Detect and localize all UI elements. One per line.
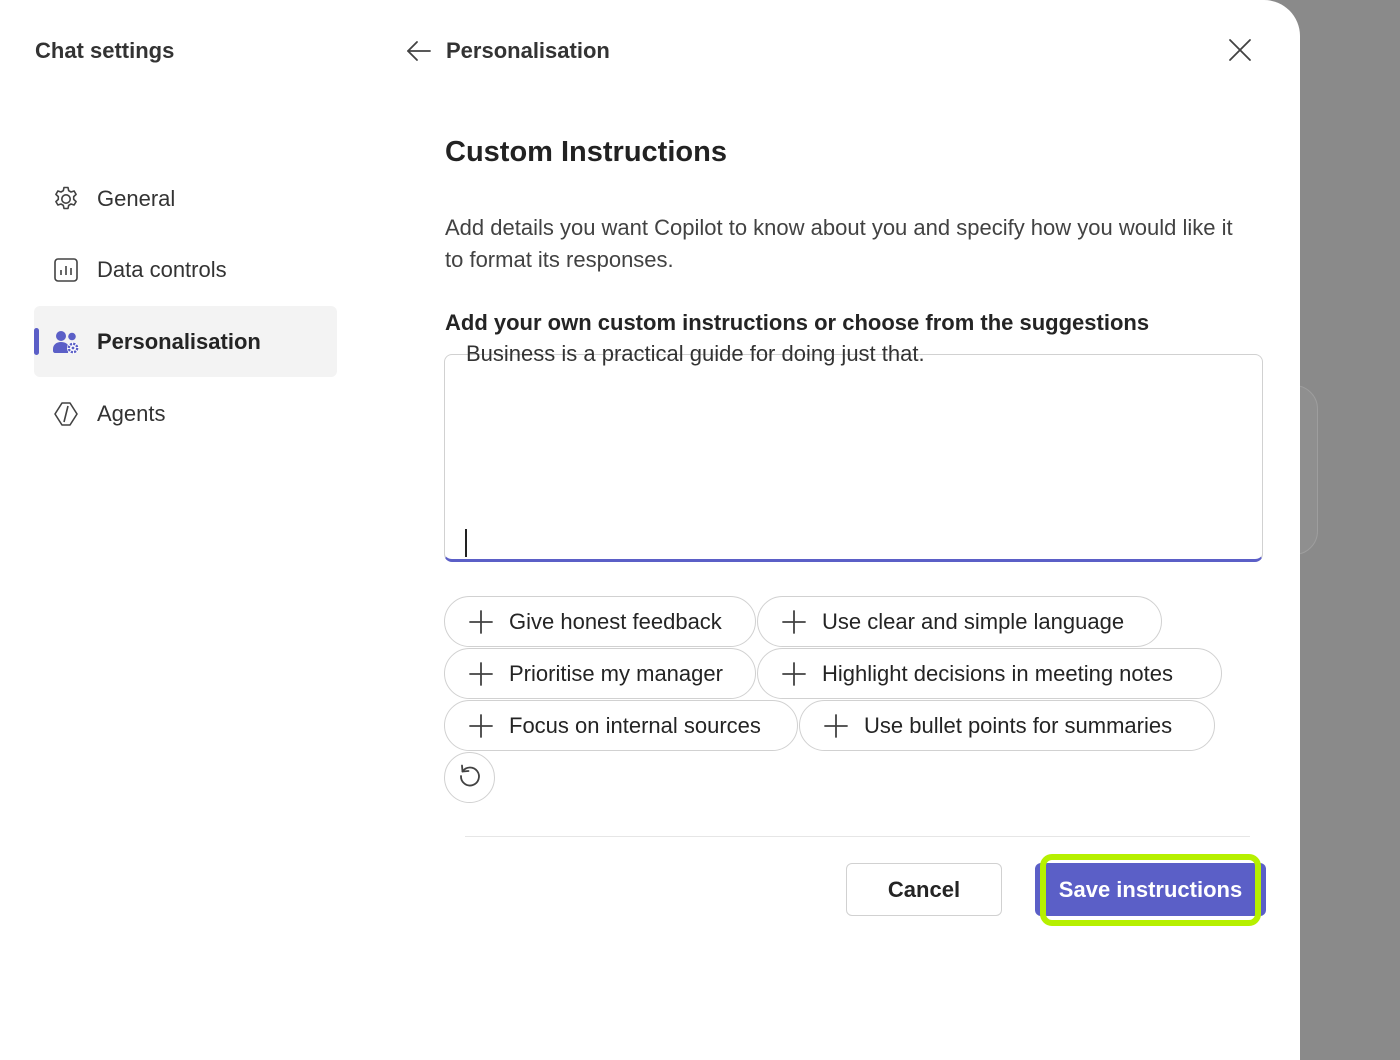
- refresh-icon: [457, 762, 483, 793]
- sidebar-item-label: General: [97, 185, 176, 211]
- suggestion-label: Use bullet points for summaries: [864, 712, 1173, 738]
- sidebar-item-data-controls[interactable]: [34, 234, 337, 305]
- suggestion-label: Give honest feedback: [509, 608, 722, 634]
- textarea-scrolled-text: Business is a practical guide for doing just that.: [466, 341, 925, 366]
- section-heading: Custom Instructions: [445, 136, 727, 168]
- plus-icon: [467, 660, 495, 688]
- suggestion-chip-prioritise-manager[interactable]: [444, 648, 756, 699]
- sidebar-item-label: Data controls: [97, 256, 227, 282]
- suggestion-chip-clear-language[interactable]: [757, 596, 1162, 647]
- gear-icon: [51, 184, 81, 214]
- agents-icon: [51, 399, 81, 429]
- suggestion-chip-bullet-points[interactable]: [799, 700, 1215, 751]
- plus-icon: [822, 712, 850, 740]
- text-caret: [465, 529, 467, 557]
- sidebar-item-label: Agents: [97, 400, 166, 426]
- footer-divider: [465, 836, 1250, 837]
- refresh-suggestions-button[interactable]: [444, 752, 495, 803]
- close-icon: [1227, 37, 1253, 68]
- cancel-button[interactable]: Cancel: [846, 863, 1002, 916]
- close-button[interactable]: [1222, 34, 1258, 70]
- save-instructions-button[interactable]: Save instructions: [1035, 863, 1266, 916]
- page-title: Personalisation: [446, 38, 610, 63]
- sidebar-item-agents[interactable]: [34, 378, 337, 449]
- sidebar-item-label: Personalisation: [97, 328, 261, 354]
- instructions-field-label: Add your own custom instructions or choose from the suggestions: [445, 310, 1150, 335]
- back-button[interactable]: [402, 36, 436, 70]
- section-description: Add details you want Copilot to know about you and specify how you would like it to format its responses.: [445, 215, 1233, 272]
- chart-icon: [51, 255, 81, 285]
- plus-icon: [780, 660, 808, 688]
- sidebar-item-general[interactable]: [34, 163, 337, 234]
- sidebar-item-personalisation[interactable]: [34, 306, 337, 377]
- suggestion-label: Highlight decisions in meeting notes: [822, 660, 1173, 686]
- custom-instructions-textarea[interactable]: [444, 341, 1263, 562]
- sidebar-title: Chat settings: [35, 38, 175, 63]
- people-settings-icon: [51, 327, 81, 357]
- suggestion-chip-highlight-decisions[interactable]: [757, 648, 1222, 699]
- suggestion-chip-internal-sources[interactable]: [444, 700, 798, 751]
- plus-icon: [780, 608, 808, 636]
- suggestion-chip-honest-feedback[interactable]: [444, 596, 756, 647]
- suggestion-label: Focus on internal sources: [509, 712, 761, 738]
- suggestion-label: Use clear and simple language: [822, 608, 1125, 634]
- arrow-left-icon: [404, 36, 434, 71]
- suggestion-label: Prioritise my manager: [509, 660, 723, 686]
- active-indicator: [34, 328, 39, 355]
- plus-icon: [467, 608, 495, 636]
- plus-icon: [467, 712, 495, 740]
